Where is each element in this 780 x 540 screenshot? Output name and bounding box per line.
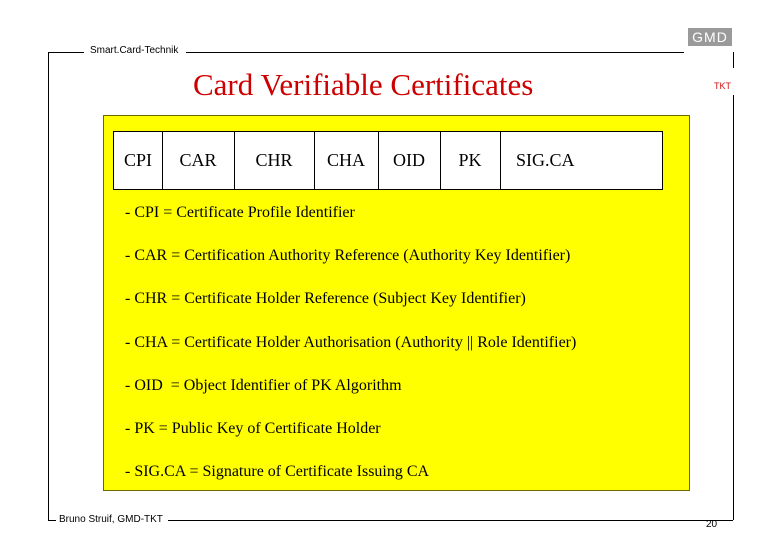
definition-pk: - PK = Public Key of Certificate Holder: [125, 420, 381, 437]
definition-cpi: - CPI = Certificate Profile Identifier: [125, 204, 355, 221]
frame-bottom-left: [48, 520, 56, 521]
frame-top-left: [48, 52, 84, 53]
field-chr: CHR: [255, 150, 293, 170]
definition-cha: - CHA = Certificate Holder Authorisation (Authority || Role Identifier): [125, 334, 577, 351]
frame-top-right: [186, 52, 684, 53]
tkt-label: TKT: [714, 81, 731, 91]
section-label: Smart.Card-Technik: [90, 45, 179, 56]
frame-right-lower: [733, 95, 734, 520]
gmd-logo: GMD: [688, 28, 732, 46]
certificate-fields-box: [113, 131, 663, 190]
frame-right: [733, 52, 734, 68]
field-cha: CHA: [326, 150, 365, 170]
frame-left: [48, 52, 49, 520]
definition-oid: - OID = Object Identifier of PK Algorithm: [125, 377, 402, 394]
page-number: 20: [706, 519, 718, 530]
field-sig-ca: SIG.CA: [516, 150, 575, 170]
definition-car: - CAR = Certification Authority Reference (Authority Key Identifier): [125, 247, 571, 264]
definition-sig-ca: - SIG.CA = Signature of Certificate Issuing CA: [125, 463, 430, 480]
slide-title: Card Verifiable Certificates: [193, 67, 534, 102]
field-car: CAR: [179, 150, 217, 170]
field-pk: PK: [458, 150, 482, 170]
definition-chr: - CHR = Certificate Holder Reference (Subject Key Identifier): [125, 290, 526, 307]
field-cpi: CPI: [123, 150, 152, 170]
frame-bottom-right: [168, 520, 733, 521]
field-oid: OID: [393, 150, 425, 170]
footer-author: Bruno Struif, GMD-TKT: [59, 514, 163, 525]
